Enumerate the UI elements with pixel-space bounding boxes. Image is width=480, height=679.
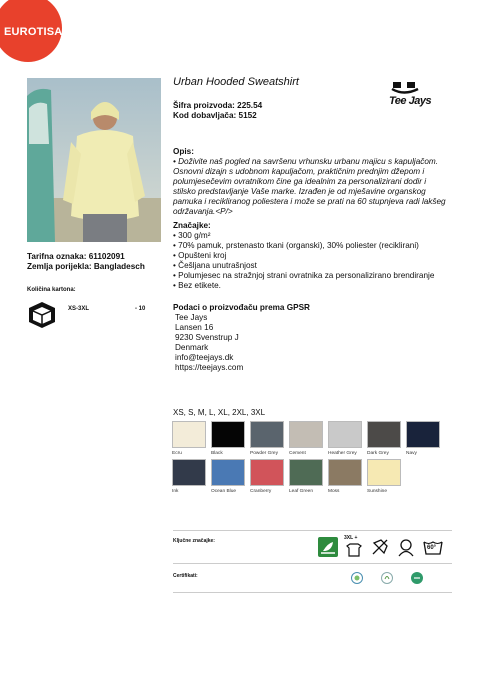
color-swatch[interactable] — [367, 459, 401, 486]
carton-heading: Količina kartona: — [27, 287, 76, 293]
product-codes — [173, 101, 262, 121]
size-3xl-plus-icon — [344, 537, 364, 562]
color-swatch[interactable] — [289, 421, 323, 448]
color-swatch-label: Cement — [289, 451, 306, 456]
color-swatch-label: Sunshine — [367, 489, 388, 494]
gpsr-website[interactable]: https://teejays.com — [175, 363, 244, 372]
certificate-a-icon — [351, 571, 363, 589]
feature-item: • Polumjesec na stražnjoj strani ovratnika za personalizirano brendiranje — [173, 271, 458, 281]
gpsr-line: Lansen 16 — [175, 323, 214, 332]
gpsr-address — [173, 313, 243, 373]
product-title: Urban Hooded Sweatshirt — [173, 76, 299, 88]
color-swatch[interactable] — [250, 421, 284, 448]
tariff-code: Tarifna oznaka: 61102091 — [27, 252, 125, 261]
color-swatch[interactable] — [172, 459, 206, 486]
gpsr-heading: Podaci o proizvođaču prema GPSR — [173, 303, 310, 312]
color-swatch[interactable] — [406, 421, 440, 448]
country-of-origin: Zemlja porijekla: Bangladesch — [27, 262, 145, 271]
size-badge-text: 3XL + — [344, 535, 358, 541]
color-swatch[interactable] — [211, 421, 245, 448]
certificate-c-icon — [411, 571, 423, 589]
features-heading: Značajke: — [173, 221, 211, 230]
color-swatch[interactable] — [328, 421, 362, 448]
feature-item: • Opušteni kroj — [173, 251, 458, 261]
wash-60-icon — [422, 537, 444, 562]
color-swatch[interactable] — [289, 459, 323, 486]
gpsr-line: 9230 Svenstrup J — [175, 333, 239, 342]
product-photo — [27, 78, 161, 242]
eurotisak-badge-text: EUROTISAK — [4, 26, 71, 38]
gpsr-line: Denmark — [175, 343, 209, 352]
divider — [173, 563, 452, 564]
tee-jays-logo — [389, 80, 453, 108]
description-text: • Doživite naš pogled na savršenu vrhunsku urbanu majicu s kapuljačom. Osnovni dizajn s udobnom kapuljačom, praktičnim prednjim džepom i polumjesečevim ovratnikom čine ga idealnim za personalizirani dodir i stilsko predstavljanje Vaše marke. Izrađen je od mješavine organskog pamuka i recikliranog poliestera i može se prati na 60 stupnjeva radi lakšeg održavanja.<P/> — [173, 157, 446, 216]
color-swatch-label: Leaf Green — [289, 489, 314, 494]
color-swatch-label: Black — [211, 451, 223, 456]
divider — [173, 592, 452, 593]
carton-quantity: - 10 — [135, 306, 146, 312]
available-sizes: XS, S, M, L, XL, 2XL, 3XL — [173, 408, 266, 417]
color-swatch-label: Ocean Blue — [211, 489, 237, 494]
feature-item: • 70% pamuk, prstenasto tkani (organski), 30% poliester (reciklirani) — [173, 241, 458, 251]
certificate-b-icon — [381, 571, 393, 589]
supplier-code: Kod dobavljača: 5152 — [173, 111, 257, 120]
tee-jays-logo-text: Tee Jays — [389, 95, 432, 107]
feature-item: • 300 g/m² — [173, 231, 458, 241]
feature-item: • Češljana unutrašnjost — [173, 261, 458, 271]
color-swatch[interactable] — [211, 459, 245, 486]
gpsr-line: Tee Jays — [175, 313, 208, 322]
carton-sizes: XS-3XL — [68, 306, 90, 312]
color-swatch-label: Navy — [406, 451, 417, 456]
color-swatch[interactable] — [250, 459, 284, 486]
features-list — [173, 231, 458, 291]
no-label-icon — [370, 537, 390, 562]
color-swatch-label: Ink — [172, 489, 179, 494]
color-swatch-label: Ecru — [172, 451, 182, 456]
color-swatch-label: Heather Grey — [328, 451, 357, 456]
color-swatch[interactable] — [367, 421, 401, 448]
key-features-label: Ključne značajke: — [173, 538, 215, 544]
wash-temperature: 60° — [427, 545, 437, 551]
color-swatch-label: Powder Grey — [250, 451, 278, 456]
color-swatch[interactable] — [328, 459, 362, 486]
color-swatch[interactable] — [172, 421, 206, 448]
divider — [173, 530, 452, 531]
product-code: Šifra proizvoda: 225.54 — [173, 101, 263, 110]
box-icon — [27, 300, 57, 330]
eco-leaf-hand-icon — [318, 537, 338, 562]
color-swatch-label: Moss — [328, 489, 340, 494]
color-swatch-label: Dark Grey — [367, 451, 389, 456]
gpsr-email[interactable]: info@teejays.dk — [175, 353, 234, 362]
certificates-label: Certifikati: — [173, 573, 198, 579]
color-swatch-label: Cranberry — [250, 489, 272, 494]
description-heading: Opis: — [173, 147, 194, 156]
hood-person-icon — [396, 537, 416, 562]
tariff-info — [27, 252, 145, 272]
feature-item: • Bez etikete. — [173, 281, 458, 291]
